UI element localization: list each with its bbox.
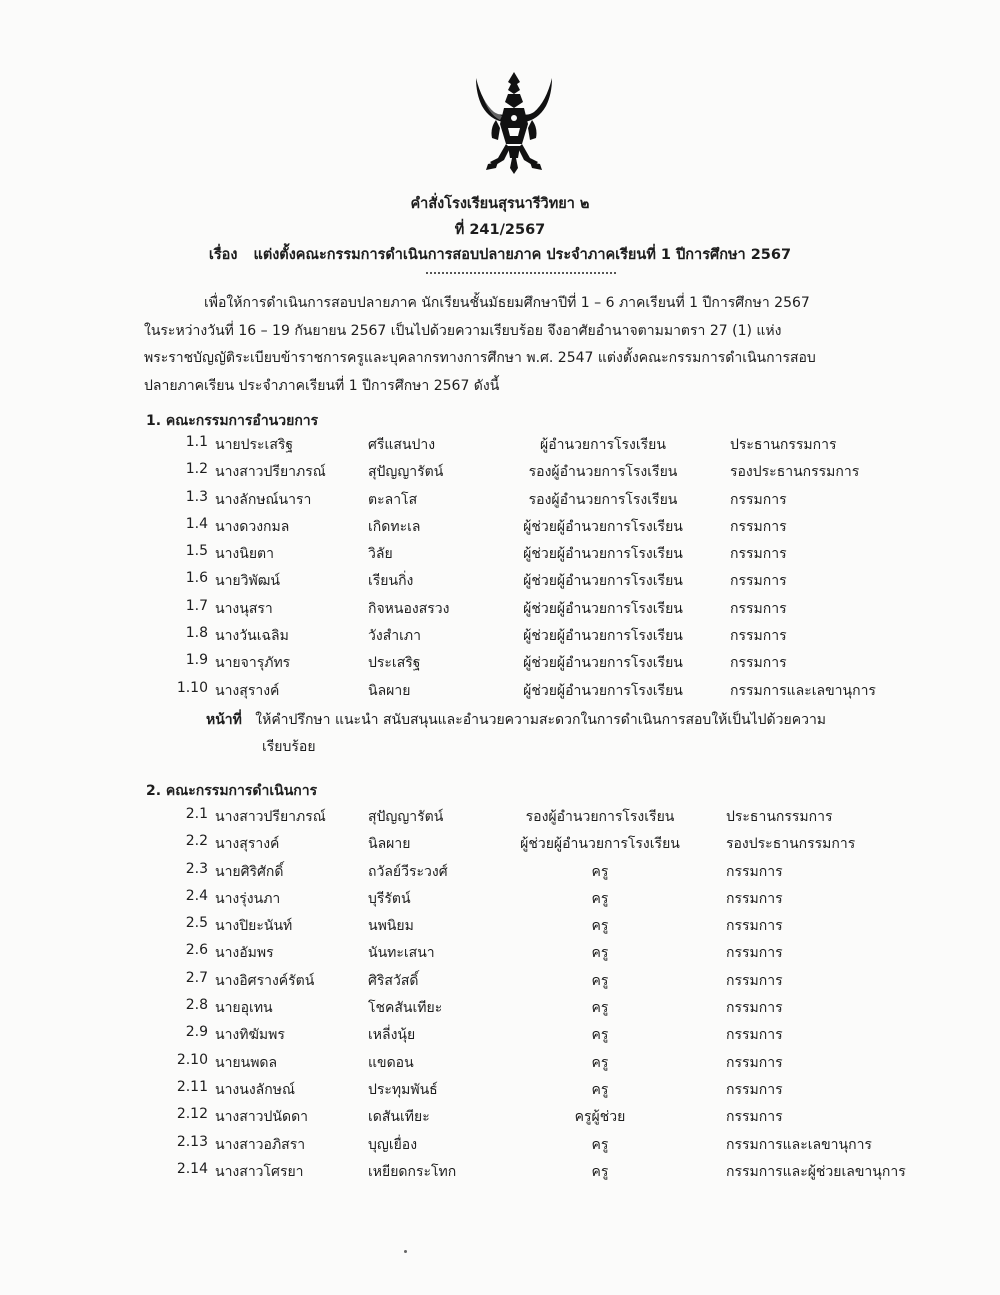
cell-no: 1.5	[185, 543, 208, 560]
table-row	[0, 598, 1000, 625]
cell-name: นางนุสรา	[215, 600, 273, 617]
cell-name: นายนพดล	[215, 1054, 278, 1071]
cell-surname: บุรีรัตน์	[368, 890, 411, 907]
table-row	[0, 1024, 1000, 1051]
cell-no: 2.5	[185, 915, 208, 932]
table-row	[0, 489, 1000, 516]
table-row	[0, 543, 1000, 570]
cell-surname: ประเสริฐ	[368, 655, 421, 672]
paragraph-line: ปลายภาคเรียน ประจำภาคเรียนที่ 1 ปีการศึกษา 2567 ดังนี้	[144, 377, 500, 394]
cell-surname: วิลัย	[368, 546, 393, 563]
cell-position: ครู	[591, 1000, 609, 1017]
cell-name: นางสาวโศรยา	[215, 1163, 304, 1180]
cell-name: นางวันเฉลิม	[215, 628, 289, 645]
cell-no: 1.7	[185, 597, 208, 614]
cell-position: ผู้อำนวยการโรงเรียน	[540, 437, 666, 453]
cell-position: ครูผู้ช่วย	[574, 1109, 626, 1126]
cell-position: รองผู้อำนวยการโรงเรียน	[528, 491, 678, 508]
cell-role: กรรมการ	[726, 945, 783, 962]
table-row	[0, 570, 1000, 597]
table-row	[0, 1134, 1000, 1161]
subject-label: เรื่อง	[208, 247, 238, 263]
cell-name: นางสาวปนัดดา	[215, 1109, 309, 1126]
cell-name: นายอุเทน	[215, 1000, 273, 1017]
section2-table	[0, 806, 1000, 1188]
cell-surname: ถวัลย์วีระวงศ์	[368, 863, 448, 880]
cell-surname: นพนิยม	[368, 918, 414, 935]
cell-name: นางสุรางค์	[215, 836, 280, 853]
cell-position: รองผู้อำนวยการโรงเรียน	[525, 809, 675, 825]
cell-no: 1.9	[185, 652, 208, 669]
cell-position: ผู้ช่วยผู้อำนวยการโรงเรียน	[523, 655, 683, 672]
table-row	[0, 1106, 1000, 1133]
table-row	[0, 1161, 1000, 1188]
table-row	[0, 1079, 1000, 1106]
cell-role: กรรมการและเลขานุการ	[730, 682, 876, 699]
cell-position: ครู	[591, 972, 609, 989]
cell-surname: กิจหนองสรวง	[368, 600, 450, 617]
cell-role: กรรมการและผู้ช่วยเลขานุการ	[726, 1163, 906, 1180]
table-row	[0, 680, 1000, 707]
cell-role: กรรมการ	[726, 1081, 783, 1098]
cell-surname: เหลี่งนุ้ย	[368, 1027, 416, 1044]
cell-surname: นิลผาย	[368, 836, 411, 853]
cell-no: 2.6	[185, 942, 208, 959]
cell-no: 2.1	[185, 806, 208, 822]
cell-role: กรรมการ	[730, 628, 787, 645]
cell-role: กรรมการ	[726, 1109, 783, 1126]
cell-role: ประธานกรรมการ	[726, 809, 833, 825]
table-row	[0, 970, 1000, 997]
table-row	[0, 942, 1000, 969]
cell-name: นางสาวอภิสรา	[215, 1136, 306, 1153]
cell-no: 2.4	[185, 887, 208, 904]
cell-no: 2.7	[185, 969, 208, 986]
cell-no: 1.8	[185, 625, 208, 642]
order-title: คำสั่งโรงเรียนสุรนารีวิทยา ๒	[410, 196, 590, 212]
cell-role: กรรมการ	[730, 518, 787, 535]
cell-role: ประธานกรรมการ	[730, 437, 837, 453]
cell-no: 2.13	[176, 1133, 208, 1150]
paragraph-line: เพื่อให้การดำเนินการสอบปลายภาค นักเรียนชั้นมัธยมศึกษาปีที่ 1 – 6 ภาคเรียนที่ 1 ปีการศึกษา 2567	[204, 295, 810, 311]
cell-role: รองประธานกรรมการ	[726, 836, 856, 853]
cell-position: ครู	[591, 863, 609, 880]
cell-surname: ประทุมพันธ์	[368, 1081, 438, 1098]
cell-name: นายประเสริฐ	[215, 437, 294, 453]
table-row	[0, 861, 1000, 888]
table-row	[0, 997, 1000, 1024]
cell-surname: วังสำเภา	[368, 628, 421, 645]
cell-name: นายศิริศักดิ์	[215, 863, 284, 880]
garuda-emblem-icon	[468, 68, 560, 180]
cell-position: ครู	[591, 1054, 609, 1071]
table-row	[0, 516, 1000, 543]
cell-position: ผู้ช่วยผู้อำนวยการโรงเรียน	[523, 682, 683, 699]
duty-text: ให้คำปรึกษา แนะนำ สนับสนุนและอำนวยความสะดวกในการดำเนินการสอบให้เป็นไปด้วยความ	[255, 712, 827, 728]
cell-no: 1.2	[185, 461, 208, 478]
cell-name: นางปิยะนันท์	[215, 918, 293, 935]
cell-name: นางดวงกมล	[215, 518, 290, 535]
cell-position: ผู้ช่วยผู้อำนวยการโรงเรียน	[523, 573, 683, 590]
section1-table	[0, 434, 1000, 707]
table-row	[0, 833, 1000, 860]
table-row	[0, 915, 1000, 942]
cell-surname: ศิริสวัสดิ์	[368, 972, 419, 989]
cell-role: กรรมการ	[730, 600, 787, 617]
cell-no: 2.3	[185, 860, 208, 877]
section2-title: 2. คณะกรรมการดำเนินการ	[146, 783, 318, 799]
table-row	[0, 625, 1000, 652]
cell-no: 2.10	[176, 1051, 208, 1068]
cell-no: 2.12	[176, 1106, 208, 1123]
cell-role: กรรมการ	[730, 573, 787, 590]
cell-role: กรรมการ	[726, 972, 783, 989]
cell-role: กรรมการ	[730, 491, 787, 508]
cell-name: นางทิฆัมพร	[215, 1027, 285, 1044]
cell-name: นายวิพัฒน์	[215, 573, 280, 590]
cell-no: 1.4	[185, 515, 208, 532]
cell-position: ครู	[591, 1081, 609, 1098]
cell-no: 2.2	[185, 833, 208, 850]
cell-name: นายจารุภัทร	[215, 655, 291, 672]
cell-surname: บุญเยื่อง	[368, 1136, 418, 1153]
table-row	[0, 461, 1000, 488]
cell-role: กรรมการ	[726, 890, 783, 907]
cell-surname: นันทะเสนา	[368, 945, 435, 962]
cell-role: กรรมการ	[726, 1000, 783, 1017]
cell-surname: เกิดทะเล	[368, 518, 421, 535]
order-subject	[0, 243, 1000, 266]
scan-speck	[404, 1250, 407, 1253]
cell-role: กรรมการ	[726, 1027, 783, 1044]
section1-title: 1. คณะกรรมการอำนวยการ	[146, 413, 319, 429]
duty-label: หน้าที่	[206, 712, 242, 728]
table-row	[0, 1052, 1000, 1079]
subject-text: แต่งตั้งคณะกรรมการดำเนินการสอบปลายภาค ประจำภาคเรียนที่ 1 ปีการศึกษา 2567	[253, 247, 792, 263]
cell-name: นางอิศรางค์รัตน์	[215, 972, 315, 989]
cell-position: ผู้ช่วยผู้อำนวยการโรงเรียน	[523, 518, 683, 535]
cell-name: นางนงลักษณ์	[215, 1081, 295, 1098]
cell-name: นางสาวปรียาภรณ์	[215, 464, 326, 481]
cell-position: ผู้ช่วยผู้อำนวยการโรงเรียน	[523, 628, 683, 645]
cell-surname: ตะลาโส	[368, 491, 418, 508]
cell-surname: นิลผาย	[368, 682, 411, 699]
table-row	[0, 888, 1000, 915]
cell-position: ครู	[591, 890, 609, 907]
cell-role: กรรมการ	[730, 655, 787, 672]
cell-name: นางลักษณ์นารา	[215, 491, 312, 508]
paragraph-line: ในระหว่างวันที่ 16 – 19 กันยายน 2567 เป็นไปด้วยความเรียบร้อย จึงอาศัยอำนาจตามมาตรา 27 (1) แห่ง	[144, 322, 782, 339]
cell-surname: แขดอน	[368, 1054, 414, 1071]
cell-role: รองประธานกรรมการ	[730, 464, 860, 481]
table-row	[0, 806, 1000, 833]
duty-text-cont: เรียบร้อย	[262, 739, 316, 755]
cell-no: 2.11	[176, 1078, 208, 1095]
cell-name: นางนิยตา	[215, 546, 274, 563]
cell-no: 1.6	[185, 570, 208, 587]
cell-no: 1.3	[185, 488, 208, 505]
table-row	[0, 652, 1000, 679]
cell-name: นางสุรางค์	[215, 682, 280, 699]
cell-surname: เรียนกิ่ง	[368, 573, 414, 590]
cell-position: ผู้ช่วยผู้อำนวยการโรงเรียน	[523, 546, 683, 563]
duty-paragraph	[206, 707, 906, 761]
cell-no: 2.14	[176, 1160, 208, 1177]
cell-no: 1.10	[176, 679, 208, 696]
cell-role: กรรมการ	[726, 1054, 783, 1071]
cell-name: นางรุ่งนภา	[215, 890, 281, 907]
cell-role: กรรมการ	[730, 546, 787, 563]
cell-position: รองผู้อำนวยการโรงเรียน	[528, 464, 678, 481]
cell-no: 1.1	[185, 434, 208, 450]
cell-name: นางอัมพร	[215, 945, 274, 962]
cell-role: กรรมการ	[726, 918, 783, 935]
cell-surname: เหยียดกระโทก	[368, 1163, 457, 1180]
cell-role: กรรมการและเลขานุการ	[726, 1136, 872, 1153]
cell-position: ผู้ช่วยผู้อำนวยการโรงเรียน	[520, 836, 680, 853]
dotted-separator	[426, 272, 616, 274]
intro-paragraph	[144, 290, 884, 400]
cell-no: 2.9	[185, 1024, 208, 1041]
cell-no: 2.8	[185, 997, 208, 1014]
cell-surname: สุปัญญารัตน์	[368, 809, 444, 825]
cell-position: ครู	[591, 918, 609, 935]
cell-position: ครู	[591, 1136, 609, 1153]
cell-surname: ศรีแสนปาง	[368, 437, 436, 453]
paragraph-line: พระราชบัญญัติระเบียบข้าราชการครูและบุคลากรทางการศึกษา พ.ศ. 2547 แต่งตั้งคณะกรรมการดำเนินการสอบ	[144, 350, 816, 366]
cell-surname: สุปัญญารัตน์	[368, 464, 444, 481]
cell-surname: โชคสันเทียะ	[368, 1000, 443, 1017]
cell-position: ครู	[591, 945, 609, 962]
cell-role: กรรมการ	[726, 863, 783, 880]
cell-surname: เดสันเทียะ	[368, 1109, 430, 1126]
cell-position: ผู้ช่วยผู้อำนวยการโรงเรียน	[523, 600, 683, 617]
cell-position: ครู	[591, 1027, 609, 1044]
cell-name: นางสาวปรียาภรณ์	[215, 809, 326, 825]
cell-position: ครู	[591, 1163, 609, 1180]
table-row	[0, 434, 1000, 461]
order-number: ที่ 241/2567	[454, 222, 546, 238]
